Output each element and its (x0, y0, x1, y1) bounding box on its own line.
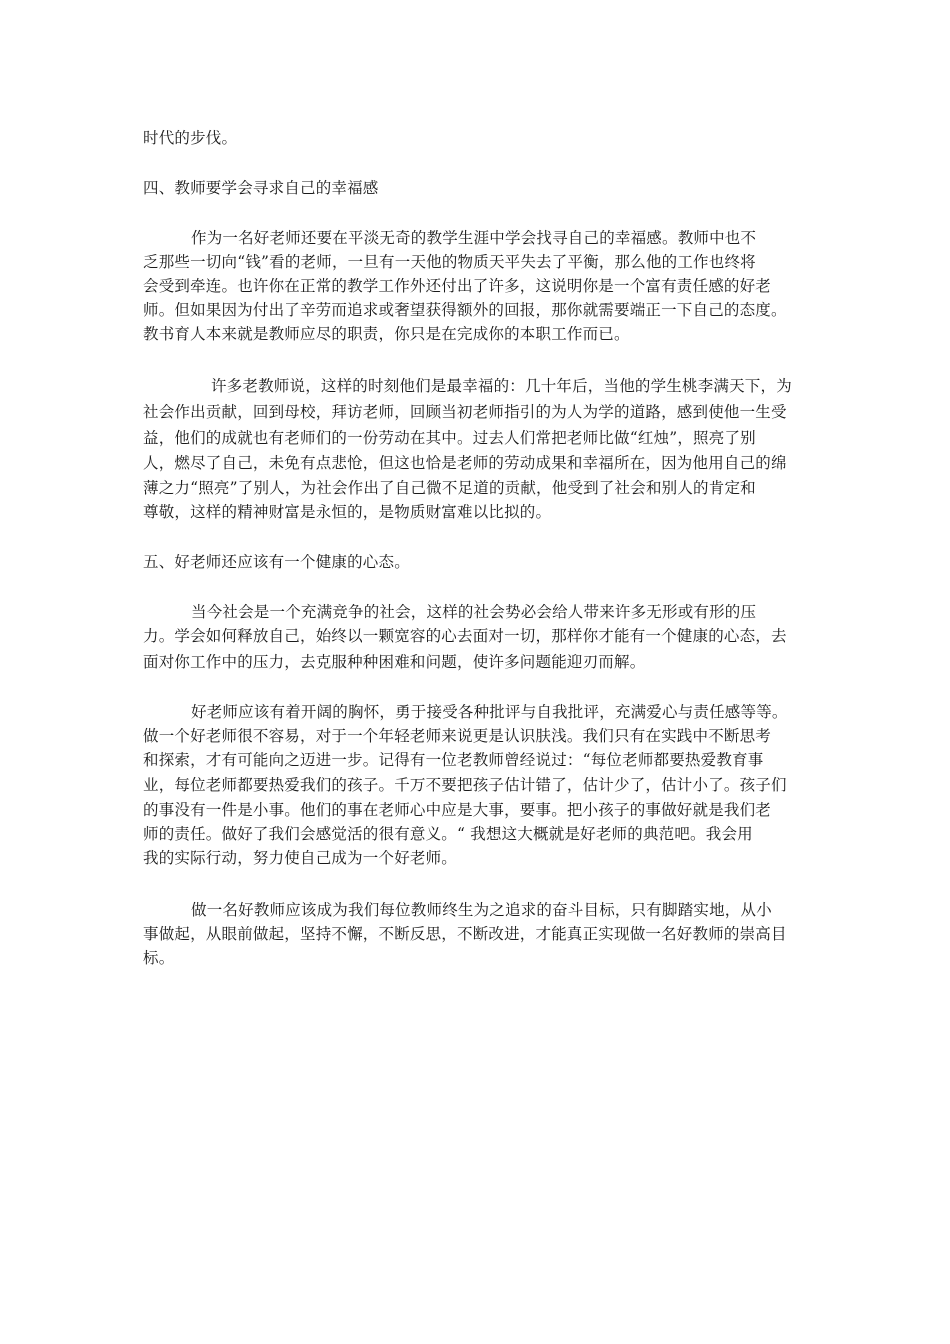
paragraph-line: 会受到牵连。也许你在正常的教学工作外还付出了许多，这说明你是一个富有责任感的好老 (143, 277, 772, 295)
paragraph-line: 当今社会是一个充满竞争的社会，这样的社会势必会给人带来许多无形或有形的压 (191, 603, 757, 621)
paragraph-line: 力。学会如何释放自己，始终以一颗宽容的心去面对一切，那样你才能有一个健康的心态，去 (143, 627, 787, 645)
paragraph-line: 好老师应该有着开阔的胸怀，勇于接受各种批评与自我批评，充满爱心与责任感等等。 (191, 703, 788, 721)
paragraph-line: 薄之力“照亮”了别人，为社会作出了自己微不足道的贡献，他受到了社会和别人的肯定和 (143, 479, 756, 497)
paragraph-line: 许多老教师说，这样的时刻他们是最幸福的：几十年后，当他的学生桃李满天下，为 (211, 377, 792, 395)
paragraph-line: 尊敬，这样的精神财富是永恒的，是物质财富难以比拟的。 (143, 503, 552, 521)
paragraph-line: 我的实际行动，努力使自己成为一个好老师。 (143, 849, 458, 867)
section-heading: 五、好老师还应该有一个健康的心态。 (143, 553, 410, 571)
section-heading: 四、教师要学会寻求自己的幸福感 (143, 179, 379, 197)
paragraph-line: 事做起，从眼前做起，坚持不懈，不断反思，不断改进，才能真正实现做一名好教师的崇高目 (143, 925, 787, 943)
paragraph-line: 做一名好教师应该成为我们每位教师终生为之追求的奋斗目标，只有脚踏实地，从小 (191, 901, 772, 919)
paragraph-line: 面对你工作中的压力，去克服种种困难和问题，使许多问题能迎刃而解。 (143, 653, 646, 671)
paragraph-line: 做一个好老师很不容易，对于一个年轻老师来说更是认识肤浅。我们只有在实践中不断思考 (143, 727, 772, 745)
paragraph-line: 师的责任。做好了我们会感觉活的很有意义。“ 我想这大概就是好老师的典范吧。我会用 (143, 825, 753, 843)
paragraph-line: 标。 (143, 949, 175, 967)
paragraph-line: 作为一名好老师还要在平淡无奇的教学生涯中学会找寻自己的幸福感。教师中也不 (191, 229, 757, 247)
paragraph-line: 和探索，才有可能向之迈进一步。记得有一位老教师曾经说过：“每位老师都要热爱教育事 (143, 751, 764, 769)
paragraph-line: 师。但如果因为付出了辛劳而追求或奢望获得额外的回报，那你就需要端正一下自己的态度。 (143, 301, 787, 319)
paragraph-line: 社会作出贡献，回到母校，拜访老师，回顾当初老师指引的为人为学的道路，感到使他一生受 (143, 403, 787, 421)
paragraph-line: 益，他们的成就也有老师们的一份劳动在其中。过去人们常把老师比做“红烛”，照亮了别 (143, 429, 756, 447)
paragraph-line: 乏那些一切向“钱”看的老师，一旦有一天他的物质天平失去了平衡，那么他的工作也终将 (143, 253, 756, 271)
paragraph-line: 人，燃尽了自己，未免有点悲怆，但这也恰是老师的劳动成果和幸福所在，因为他用自己的绵 (143, 454, 787, 472)
paragraph-line: 业，每位老师都要热爱我们的孩子。千万不要把孩子估计错了，估计少了，估计小了。孩子们 (143, 776, 787, 794)
paragraph-line: 的事没有一件是小事。他们的事在老师心中应是大事，要事。把小孩子的事做好就是我们老 (143, 801, 772, 819)
paragraph-line: 时代的步伐。 (143, 129, 238, 147)
paragraph-line: 教书育人本来就是教师应尽的职责，你只是在完成你的本职工作而已。 (143, 325, 630, 343)
